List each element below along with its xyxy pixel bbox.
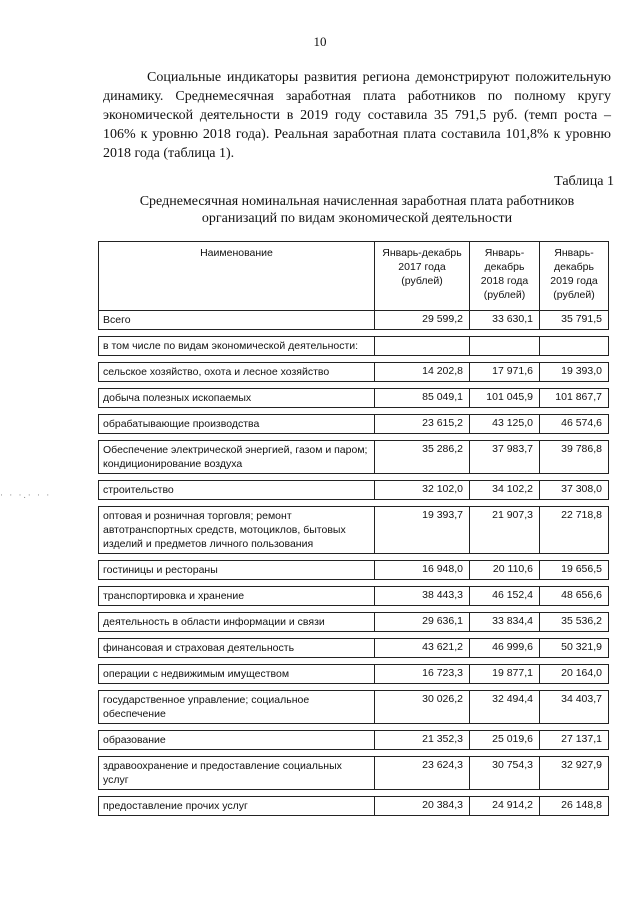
spacer-cell <box>99 330 375 337</box>
value-2017: 29 636,1 <box>375 613 470 632</box>
row-spacer <box>99 382 609 389</box>
row-name: операции с недвижимым имуществом <box>99 665 375 684</box>
table-header-row <box>99 242 609 311</box>
spacer-cell <box>99 606 375 613</box>
row-name: гостиницы и рестораны <box>99 561 375 580</box>
spacer-cell <box>375 434 470 441</box>
spacer-cell <box>99 658 375 665</box>
spacer-cell <box>99 408 375 415</box>
spacer-cell <box>540 580 609 587</box>
spacer-cell <box>99 356 375 363</box>
spacer-cell <box>540 382 609 389</box>
row-name: оптовая и розничная торговля; ремонт автотранспортных средств, мотоциклов, бытовых изделий и предметов личного пользования <box>99 507 375 554</box>
row-name: транспортировка и хранение <box>99 587 375 606</box>
value-2019: 46 574,6 <box>540 415 609 434</box>
value-2017: 23 615,2 <box>375 415 470 434</box>
spacer-cell <box>540 658 609 665</box>
value-2018: 20 110,6 <box>470 561 540 580</box>
spacer-cell <box>540 500 609 507</box>
value-2017: 23 624,3 <box>375 757 470 790</box>
value-2018: 19 877,1 <box>470 665 540 684</box>
value-2019 <box>540 337 609 356</box>
row-spacer <box>99 554 609 561</box>
value-2019: 39 786,8 <box>540 441 609 474</box>
spacer-cell <box>540 606 609 613</box>
value-2017 <box>375 337 470 356</box>
header-name: Наименование <box>99 242 375 311</box>
value-2017: 29 599,2 <box>375 311 470 330</box>
value-2017: 85 049,1 <box>375 389 470 408</box>
spacer-cell <box>540 790 609 797</box>
salary-table <box>98 241 609 816</box>
spacer-cell <box>375 790 470 797</box>
value-2017: 32 102,0 <box>375 481 470 500</box>
value-2018: 24 914,2 <box>470 797 540 816</box>
spacer-cell <box>470 474 540 481</box>
spacer-cell <box>99 684 375 691</box>
value-2018: 33 630,1 <box>470 311 540 330</box>
spacer-cell <box>540 750 609 757</box>
intro-paragraph: Социальные индикаторы развития региона демонстрируют положительную динамику. Среднемесячная заработная плата работников по полному кругу экономической деятельности в 2019 году составила 35 791,5 руб. (темп роста – 106% к уровню 2018 года). Реальная заработная плата составила 101,8% к уровню 2018 года (таблица 1). <box>103 70 611 161</box>
row-spacer <box>99 580 609 587</box>
value-2017: 20 384,3 <box>375 797 470 816</box>
row-name: сельское хозяйство, охота и лесное хозяйство <box>99 363 375 382</box>
table-body <box>99 311 609 816</box>
value-2018: 37 983,7 <box>470 441 540 474</box>
spacer-cell <box>375 580 470 587</box>
scan-speckle: · · ·.· · · <box>0 490 52 500</box>
value-2017: 19 393,7 <box>375 507 470 554</box>
value-2018 <box>470 337 540 356</box>
row-spacer <box>99 408 609 415</box>
table-row <box>99 665 609 684</box>
value-2019: 35 791,5 <box>540 311 609 330</box>
spacer-cell <box>470 554 540 561</box>
table-row <box>99 363 609 382</box>
spacer-cell <box>375 606 470 613</box>
table-row <box>99 337 609 356</box>
header-2017: Январь-декабрь 2017 года (рублей) <box>375 242 470 311</box>
header-2019: Январь-декабрь 2019 года (рублей) <box>540 242 609 311</box>
row-spacer <box>99 632 609 639</box>
value-2017: 21 352,3 <box>375 731 470 750</box>
spacer-cell <box>540 330 609 337</box>
value-2019: 34 403,7 <box>540 691 609 724</box>
table-label: Таблица 1 <box>554 174 614 189</box>
spacer-cell <box>375 408 470 415</box>
value-2018: 101 045,9 <box>470 389 540 408</box>
row-spacer <box>99 356 609 363</box>
spacer-cell <box>375 658 470 665</box>
value-2018: 21 907,3 <box>470 507 540 554</box>
spacer-cell <box>375 356 470 363</box>
spacer-cell <box>99 750 375 757</box>
spacer-cell <box>470 580 540 587</box>
spacer-cell <box>540 684 609 691</box>
spacer-cell <box>99 474 375 481</box>
table-row <box>99 691 609 724</box>
value-2017: 14 202,8 <box>375 363 470 382</box>
spacer-cell <box>375 750 470 757</box>
value-2019: 27 137,1 <box>540 731 609 750</box>
row-spacer <box>99 684 609 691</box>
value-2019: 37 308,0 <box>540 481 609 500</box>
page-number: 10 <box>313 34 327 49</box>
value-2018: 46 152,4 <box>470 587 540 606</box>
spacer-cell <box>470 606 540 613</box>
value-2019: 32 927,9 <box>540 757 609 790</box>
table-row <box>99 481 609 500</box>
value-2018: 34 102,2 <box>470 481 540 500</box>
spacer-cell <box>99 724 375 731</box>
value-2018: 25 019,6 <box>470 731 540 750</box>
header-2018: Январь-декабрь 2018 года (рублей) <box>470 242 540 311</box>
row-spacer <box>99 474 609 481</box>
spacer-cell <box>470 724 540 731</box>
value-2018: 17 971,6 <box>470 363 540 382</box>
value-2019: 35 536,2 <box>540 613 609 632</box>
row-name: Всего <box>99 311 375 330</box>
table-row <box>99 757 609 790</box>
value-2019: 19 656,5 <box>540 561 609 580</box>
spacer-cell <box>375 474 470 481</box>
value-2018: 33 834,4 <box>470 613 540 632</box>
table-row <box>99 639 609 658</box>
spacer-cell <box>540 724 609 731</box>
spacer-cell <box>540 632 609 639</box>
table-row <box>99 797 609 816</box>
value-2019: 19 393,0 <box>540 363 609 382</box>
table-row <box>99 389 609 408</box>
table-row <box>99 311 609 330</box>
spacer-cell <box>470 330 540 337</box>
spacer-cell <box>375 724 470 731</box>
value-2019: 101 867,7 <box>540 389 609 408</box>
row-spacer <box>99 724 609 731</box>
value-2018: 43 125,0 <box>470 415 540 434</box>
spacer-cell <box>470 658 540 665</box>
row-name: образование <box>99 731 375 750</box>
spacer-cell <box>470 632 540 639</box>
row-spacer <box>99 658 609 665</box>
row-name: обрабатывающие производства <box>99 415 375 434</box>
spacer-cell <box>375 382 470 389</box>
spacer-cell <box>99 382 375 389</box>
spacer-cell <box>540 434 609 441</box>
value-2017: 16 948,0 <box>375 561 470 580</box>
table-row <box>99 587 609 606</box>
row-spacer <box>99 500 609 507</box>
spacer-cell <box>470 434 540 441</box>
value-2017: 30 026,2 <box>375 691 470 724</box>
table-row <box>99 441 609 474</box>
row-spacer <box>99 750 609 757</box>
value-2019: 22 718,8 <box>540 507 609 554</box>
spacer-cell <box>99 434 375 441</box>
spacer-cell <box>470 790 540 797</box>
value-2018: 30 754,3 <box>470 757 540 790</box>
table-row <box>99 561 609 580</box>
spacer-cell <box>375 500 470 507</box>
value-2017: 38 443,3 <box>375 587 470 606</box>
row-name: предоставление прочих услуг <box>99 797 375 816</box>
spacer-cell <box>470 408 540 415</box>
table-row <box>99 507 609 554</box>
spacer-cell <box>375 554 470 561</box>
spacer-cell <box>470 356 540 363</box>
spacer-cell <box>470 684 540 691</box>
row-spacer <box>99 330 609 337</box>
spacer-cell <box>540 408 609 415</box>
row-name: в том числе по видам экономической деятельности: <box>99 337 375 356</box>
value-2018: 32 494,4 <box>470 691 540 724</box>
row-name: Обеспечение электрической энергией, газом и паром; кондиционирование воздуха <box>99 441 375 474</box>
spacer-cell <box>375 684 470 691</box>
row-spacer <box>99 790 609 797</box>
spacer-cell <box>540 554 609 561</box>
value-2017: 43 621,2 <box>375 639 470 658</box>
value-2019: 48 656,6 <box>540 587 609 606</box>
row-name: финансовая и страховая деятельность <box>99 639 375 658</box>
table-title: Среднемесячная номинальная начисленная заработная плата работников организаций по видам экономической деятельности <box>139 194 575 226</box>
row-name: добыча полезных ископаемых <box>99 389 375 408</box>
spacer-cell <box>375 330 470 337</box>
value-2018: 46 999,6 <box>470 639 540 658</box>
spacer-cell <box>375 632 470 639</box>
spacer-cell <box>99 500 375 507</box>
spacer-cell <box>99 554 375 561</box>
spacer-cell <box>470 382 540 389</box>
table-row <box>99 415 609 434</box>
row-name: деятельность в области информации и связи <box>99 613 375 632</box>
row-name: здравоохранение и предоставление социальных услуг <box>99 757 375 790</box>
row-spacer <box>99 606 609 613</box>
spacer-cell <box>99 790 375 797</box>
value-2019: 50 321,9 <box>540 639 609 658</box>
spacer-cell <box>540 356 609 363</box>
table-row <box>99 731 609 750</box>
value-2017: 35 286,2 <box>375 441 470 474</box>
value-2017: 16 723,3 <box>375 665 470 684</box>
row-name: государственное управление; социальное обеспечение <box>99 691 375 724</box>
spacer-cell <box>470 750 540 757</box>
table-row <box>99 613 609 632</box>
spacer-cell <box>470 500 540 507</box>
spacer-cell <box>99 632 375 639</box>
value-2019: 26 148,8 <box>540 797 609 816</box>
spacer-cell <box>99 580 375 587</box>
spacer-cell <box>540 474 609 481</box>
row-spacer <box>99 434 609 441</box>
value-2019: 20 164,0 <box>540 665 609 684</box>
row-name: строительство <box>99 481 375 500</box>
